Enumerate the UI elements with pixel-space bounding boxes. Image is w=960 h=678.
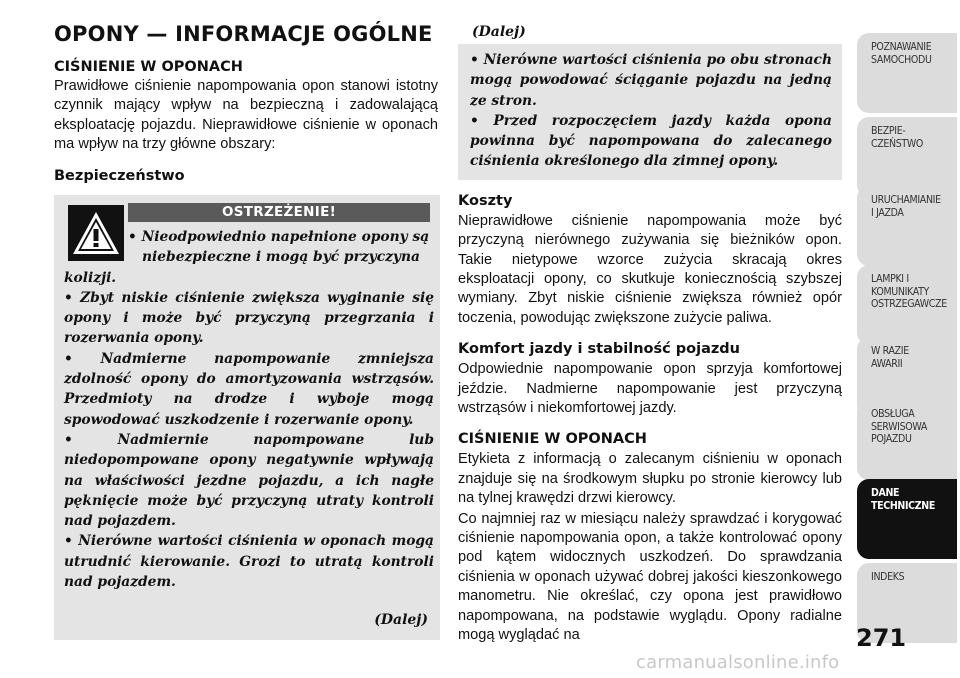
warning-continued-box: [458, 44, 842, 180]
comfort-paragraph: Odpowiednie napompowanie opon sprzyja komfortowej jeździe. Nadmierne napompowanie jest przyczyną wstrząsów i niekomfortowej jazdy.: [458, 361, 842, 417]
left-column: [54, 58, 438, 186]
tab-label-line: DANE: [871, 486, 900, 499]
continued-label: (Dalej): [374, 612, 428, 628]
tab-dane-techniczne[interactable]: [857, 479, 957, 559]
continued-top-label: (Dalej): [472, 24, 526, 40]
watermark: carmanualsonline.info: [636, 652, 840, 673]
warning-item-1-line3: kolizji.: [64, 269, 117, 286]
warning-continued-item-2: • Przed rozpoczęciem jazdy każda opona powinna być napompowana do zalecanego ciśnienia określonego dla zimnej opony.: [470, 112, 832, 170]
tab-label-line: POJAZDU: [871, 432, 912, 445]
costs-heading: Koszty: [458, 192, 513, 209]
tab-label-line: W RAZIE: [871, 344, 909, 357]
tab-label-line: KOMUNIKATY: [871, 284, 929, 298]
tab-poznawanie-samochodu[interactable]: [857, 33, 957, 113]
pressure-heading: CIŚNIENIE W OPONACH: [458, 431, 647, 448]
warning-item-2: • Zbyt niskie ciśnienie zwiększa wyginanie się opony i może być przyczyną przegrzania i rozerwania opony.: [64, 289, 434, 347]
warning-text: [64, 227, 434, 592]
tab-label-line: OBSŁUGA: [871, 407, 915, 420]
subsection-heading: Bezpieczeństwo: [54, 167, 185, 184]
warning-item-3: • Nadmierne napompowanie zmniejsza zdolność opony do amortyzowania wstrząsów. Przedmioty na drodze i wyboje mogą spowodować uszkodzenie i rozerwanie opony.: [64, 350, 434, 428]
section-heading: CIŚNIENIE W OPONACH: [54, 59, 243, 75]
comfort-heading: Komfort jazdy i stabilność pojazdu: [458, 341, 741, 358]
page-title: OPONY — INFORMACJE OGÓLNE: [54, 22, 433, 46]
warning-item-5: • Nierówne wartości ciśnienia w oponach mogą utrudnić kierowanie. Grozi to utratą kontroli nad pojazdem.: [64, 533, 434, 591]
check-paragraph: Co najmniej raz w miesiącu należy sprawdzać i korygować ciśnienie napompowania opon, a także kontrolować opony pod kątem widocznych uszkodzeń. Do sprawdzania ciśnienia w oponach używać dobrej jakości kieszonkowego manometru. Nie określać, czy opona jest prawidłowo napompowana, na podstawie wyglądu. Opony radialne mogą wyglądać na: [458, 510, 842, 644]
pressure-section: [458, 430, 842, 645]
pressure-paragraph: Etykieta z informacją o zalecanym ciśnieniu w oponach znajduje się na środkowym słupku po stronie kierowcy lub na tylnej krawędzi drzwi kierowcy.: [458, 451, 842, 507]
tab-label-line: URUCHAMIANIE: [871, 193, 941, 206]
comfort-section: [458, 340, 842, 418]
warning-continued-item-1: • Nierówne wartości ciśnienia po obu stronach mogą powodować ściąganie pojazdu na jedną ze stron.: [470, 52, 832, 109]
tab-label-line: INDEKS: [871, 570, 905, 583]
tab-obsluga-serwisowa[interactable]: [857, 400, 957, 480]
warning-item-1-line2: niebezpieczne i mogą być przyczyna: [142, 249, 420, 266]
intro-paragraph: Prawidłowe ciśnienie napompowania opon stanowi istotny czynnik mający wpływ na bezpieczną i zadowalającą eksploatację pojazdu. Nieprawidłowe ciśnienie w oponach ma wpływ na trzy główne obszary:: [54, 78, 438, 153]
tab-bezpieczenstwo[interactable]: [857, 117, 957, 197]
tab-label-line: LAMPKI I: [871, 272, 909, 285]
tab-lampki-i-komunikaty[interactable]: [857, 265, 957, 345]
tab-label-line: I JAZDA: [871, 205, 904, 219]
tab-uruchamianie-i-jazda[interactable]: [857, 186, 957, 266]
warning-item-1-line1: • Nieodpowiednio napełnione opony są: [128, 229, 430, 245]
tab-label-line: CZEŃSTWO: [871, 136, 923, 150]
tab-label-line: TECHNICZNE: [871, 498, 935, 512]
warning-item-4: • Nadmiernie napompowane lub niedopompowane opony negatywnie wpływają na właściwości jezdne pojazdu, a ich nagłe pęknięcie może być przyczyną utraty kontroli nad pojazdem.: [64, 431, 434, 530]
right-column: [458, 22, 842, 646]
tab-label-line: SAMOCHODU: [871, 52, 932, 66]
tab-label-line: POZNAWANIE: [871, 40, 932, 53]
tab-label-line: SERWISOWA: [871, 419, 927, 433]
costs-section: [458, 192, 842, 328]
page-number: 271: [856, 624, 907, 652]
tab-label-line: OSTRZEGAWCZE: [871, 297, 947, 310]
warning-box: [54, 195, 440, 640]
tab-label-line: BEZPIE-: [871, 124, 906, 137]
tab-label-line: AWARII: [871, 356, 903, 370]
warning-header: OSTRZEŻENIE!: [128, 203, 430, 222]
costs-paragraph: Nieprawidłowe ciśnienie napompowania może być przyczyną nierównego zużywania się bieżników opon. Takie nietypowe wzorce zużycia skracają okres eksploatacji opony, co skutkuje koniecznością szybszej wymiany. Zbyt niskie ciśnienie zwiększa również opór toczenia, powodując zwiększone zużycie paliwa.: [458, 212, 842, 326]
